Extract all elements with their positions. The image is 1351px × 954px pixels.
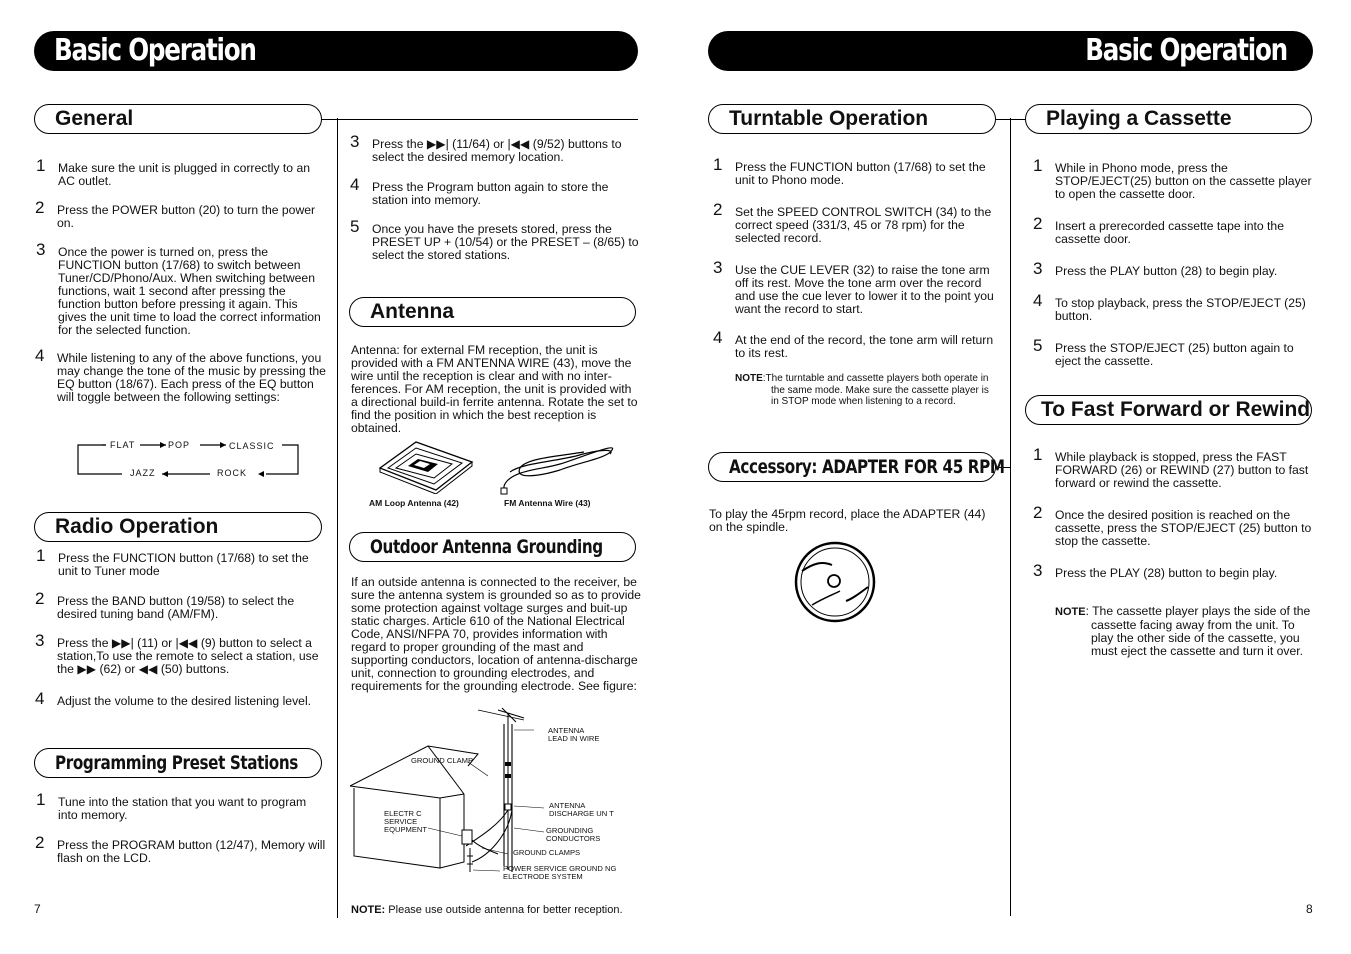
- preset-step-1: [36, 790, 326, 822]
- page-title-left-text: Basic Operation: [54, 33, 256, 68]
- step-number: 4: [350, 175, 360, 194]
- label-ground-clamp: GROUND CLAMP: [411, 756, 474, 765]
- step-text: Press the STOP/EJECT (25) button again to eject the cassette.: [1055, 341, 1294, 368]
- section-header-accessory: [708, 452, 1005, 482]
- column-divider-right: [1010, 118, 1011, 916]
- note-text: Please use outside antenna for better reception.: [385, 904, 623, 916]
- step-text: Use the CUE LEVER (32) to raise the tone arm off its rest. Move the tone arm over the record and use the cue lever to lower it to the point you want the record to start.: [735, 263, 994, 316]
- section-title: General: [55, 107, 134, 130]
- step-text: Tune into the station that you want to program into memory.: [58, 795, 307, 822]
- label-antenna-discharge-unit: ANTENNA DISCHARGE UN T: [549, 801, 614, 818]
- step-text: Once the desired position is reached on the cassette, press the STOP/EJECT (25) button to stop the cassette.: [1055, 508, 1312, 548]
- section-header-radio: [34, 512, 322, 542]
- note-label: NOTE:: [351, 904, 386, 916]
- outdoor-note: [351, 904, 641, 917]
- step-number: 2: [35, 198, 45, 217]
- preset-step-2: [35, 833, 327, 865]
- eq-jazz: JAZZ: [130, 468, 156, 478]
- section-header-antenna: [349, 297, 636, 327]
- page-title-right-text: Basic Operation: [1085, 33, 1287, 68]
- section-header-fast-forward-rewind: [1025, 395, 1312, 425]
- step-number: 5: [350, 217, 360, 236]
- step-text: Press the ▶▶| (11) or |◀◀ (9) button to select a station,To use the remote to select a station, use the ▶▶ (62) or ◀◀ (50) buttons.: [57, 636, 319, 676]
- page-number-left: 7: [34, 902, 41, 916]
- cassette-step-5: [1033, 336, 1317, 368]
- step-text: Set the SPEED CONTROL SWITCH (34) to the correct speed (331/3, 45 or 78 rpm) for the selected record.: [735, 205, 992, 245]
- step-text: While listening to any of the above functions, you may change the tone of the music by pressing the EQ button (18/67). Each press of the EQ button will toggle between the following settings:: [57, 351, 326, 404]
- step-text: While in Phono mode, press the STOP/EJECT(25) button on the cassette player to open the cassette door.: [1055, 161, 1312, 201]
- step-text: Make sure the unit is plugged in correctly to an AC outlet.: [58, 161, 311, 188]
- cassette-step-4: [1033, 291, 1317, 323]
- step-text: At the end of the record, the tone arm will return to its rest.: [735, 333, 994, 360]
- step-text: Press the Program button again to store the station into memory.: [372, 180, 609, 207]
- section-rule: [320, 119, 638, 120]
- step-number: 1: [713, 155, 723, 174]
- fm-antenna-wire-figure: [500, 440, 620, 496]
- step-text: Press the FUNCTION button (17/68) to set the unit to Tuner mode: [58, 551, 309, 578]
- section-header-outdoor-grounding: [349, 532, 636, 562]
- step-text: Press the PLAY (28) button to begin play.: [1055, 566, 1278, 580]
- step-text: While playback is stopped, press the FAST FORWARD (26) or REWIND (27) button to fast forward or rewind the cassette.: [1055, 450, 1309, 490]
- section-header-turntable: [708, 104, 996, 134]
- step-text: Press the PROGRAM button (12/47), Memory will flash on the LCD.: [57, 838, 326, 865]
- step-text: Press the ▶▶| (11/64) or |◀◀ (9/52) buttons to select the desired memory location.: [372, 137, 622, 164]
- am-loop-antenna-figure: [376, 438, 476, 494]
- step-text: Press the PLAY button (28) to begin play.: [1055, 264, 1278, 278]
- section-header-cassette: [1025, 104, 1312, 134]
- section-header-general: [34, 104, 322, 134]
- note-label: NOTE: [735, 373, 763, 384]
- outdoor-grounding-description: If an outside antenna is connected to the receiver, be sure the antenna system is grounded so as to provide some protection against voltage surges and buit-up static charges. Article 610 of the National Electrical Code, ANSI/NFPA 70, provides information with regard to proper grounding of the mast and supporting conductors, location of antenna-discharge unit, connection to grounding electrodes, and requirements for the grounding electrode. See figure:: [351, 575, 641, 693]
- step-number: 4: [35, 689, 45, 708]
- column-divider-left: [337, 118, 338, 918]
- section-title: Radio Operation: [55, 515, 219, 538]
- am-loop-antenna-label: AM Loop Antenna (42): [369, 498, 459, 508]
- note-text: : The cassette player plays the side of the cassette facing away from the unit. To play the other side of the cassette, you must eject the cassette and turn it over.: [1085, 604, 1311, 658]
- step-number: 3: [713, 258, 723, 277]
- label-grounding-conductors: GROUNDING CONDUCTORS: [546, 826, 601, 843]
- adapter-45rpm-figure: [792, 541, 878, 623]
- cassette-step-2: [1033, 214, 1317, 246]
- section-title: Outdoor Antenna Grounding: [370, 536, 603, 558]
- label-ground-clamps: GROUND CLAMPS: [513, 848, 581, 857]
- step-text: Once you have the presets stored, press the PRESET UP + (10/54) or the PRESET – (8/65) to select the stored stations.: [372, 222, 639, 262]
- ffrew-note: [1055, 605, 1317, 658]
- ffrew-step-2: [1033, 503, 1317, 548]
- preset-step-4: [350, 175, 638, 207]
- step-number: 2: [1033, 214, 1043, 233]
- label-power-service-grounding: POWER SERVICE GROUND NG ELECTRODE SYSTEM: [503, 864, 617, 881]
- step-number: 1: [36, 156, 46, 175]
- step-number: 3: [1033, 259, 1043, 278]
- step-number: 3: [1033, 561, 1043, 580]
- step-text: Adjust the volume to the desired listening level.: [57, 694, 312, 708]
- note-label: NOTE: [1055, 606, 1086, 618]
- step-number: 4: [1033, 291, 1043, 310]
- general-step-2: [35, 198, 327, 230]
- section-title: To Fast Forward or Rewind: [1041, 398, 1311, 421]
- step-number: 4: [713, 328, 723, 347]
- section-header-preset: [34, 748, 322, 778]
- preset-step-5: [350, 217, 640, 262]
- radio-step-3: [35, 631, 329, 676]
- step-number: 2: [1033, 503, 1043, 522]
- section-title: Antenna: [370, 300, 454, 323]
- step-number: 1: [36, 546, 46, 565]
- ffrew-step-3: [1033, 561, 1317, 580]
- label-antenna-lead-in-wire: ANTENNA LEAD IN WIRE: [548, 726, 600, 743]
- step-number: 2: [713, 200, 723, 219]
- ffrew-step-1: [1033, 445, 1317, 490]
- step-number: 5: [1033, 336, 1043, 355]
- step-number: 3: [36, 240, 46, 259]
- step-number: 1: [1033, 156, 1043, 175]
- fm-antenna-wire-label: FM Antenna Wire (43): [504, 498, 591, 508]
- step-number: 3: [35, 631, 45, 650]
- antenna-description: Antenna: for external FM reception, the unit is provided with a FM ANTENNA WIRE (43), move the wire until the reception is clear and with no inter-ferences. For AM reception, the unit is provided with a directional build-in ferrite antenna. Rotate the set to find the position in which the best reception is obtained.: [351, 343, 638, 435]
- radio-step-4: [35, 689, 329, 708]
- general-step-3: [36, 240, 326, 337]
- cassette-step-3: [1033, 259, 1317, 278]
- section-title: Playing a Cassette: [1046, 107, 1232, 130]
- step-number: 1: [1033, 445, 1043, 464]
- step-number: 1: [36, 790, 46, 809]
- eq-flat: FLAT: [110, 440, 136, 450]
- turntable-step-2: [713, 200, 999, 245]
- turntable-note: [735, 373, 999, 408]
- label-electric-service-equipment: ELECTR C SERVICE EQUPMENT: [384, 809, 428, 834]
- step-text: Press the FUNCTION button (17/68) to set the unit to Phono mode.: [735, 160, 986, 187]
- step-text: To stop playback, press the STOP/EJECT (25) button.: [1055, 296, 1306, 323]
- section-title: Programming Preset Stations: [55, 752, 298, 774]
- step-text: Press the BAND button (19/58) to select the desired tuning band (AM/FM).: [57, 594, 295, 621]
- step-text: Insert a prerecorded cassette tape into the cassette door.: [1055, 219, 1284, 246]
- step-number: 3: [350, 132, 360, 151]
- preset-step-3: [350, 132, 638, 164]
- step-number: 2: [35, 589, 45, 608]
- accessory-description: To play the 45rpm record, place the ADAPTER (44) on the spindle.: [709, 507, 986, 534]
- eq-pop: POP: [168, 440, 191, 450]
- cassette-step-1: [1033, 156, 1317, 201]
- section-rule: [994, 119, 1028, 120]
- general-step-4: [35, 346, 327, 404]
- turntable-step-3: [713, 258, 999, 316]
- radio-step-2: [35, 589, 327, 621]
- step-text: Press the POWER button (20) to turn the power on.: [57, 203, 316, 230]
- turntable-step-4: [713, 328, 999, 360]
- note-text: :The turntable and cassette players both operate in the same mode. Make sure the cassette player is in STOP mode when listening to a record.: [762, 373, 989, 407]
- eq-classic: CLASSIC: [229, 441, 275, 451]
- step-text: Once the power is turned on, press the FUNCTION button (17/68) to switch between Tuner/CD/Phono/Aux. When switching between functions, wait 1 second after pressing the function button before pressing it again. This gives the unit time to load the correct information for the selected function.: [58, 245, 321, 337]
- section-title: Accessory: ADAPTER FOR 45 RPM: [729, 456, 1005, 478]
- turntable-step-1: [713, 155, 999, 187]
- step-number: 4: [35, 346, 45, 365]
- step-number: 2: [35, 833, 45, 852]
- page-title-right: [708, 31, 1313, 71]
- page-number-right: 8: [1306, 902, 1313, 916]
- eq-rock: ROCK: [217, 468, 248, 478]
- general-step-1: [36, 156, 326, 188]
- radio-step-1: [36, 546, 326, 578]
- page-title-left: [34, 31, 638, 71]
- section-title: Turntable Operation: [729, 107, 929, 130]
